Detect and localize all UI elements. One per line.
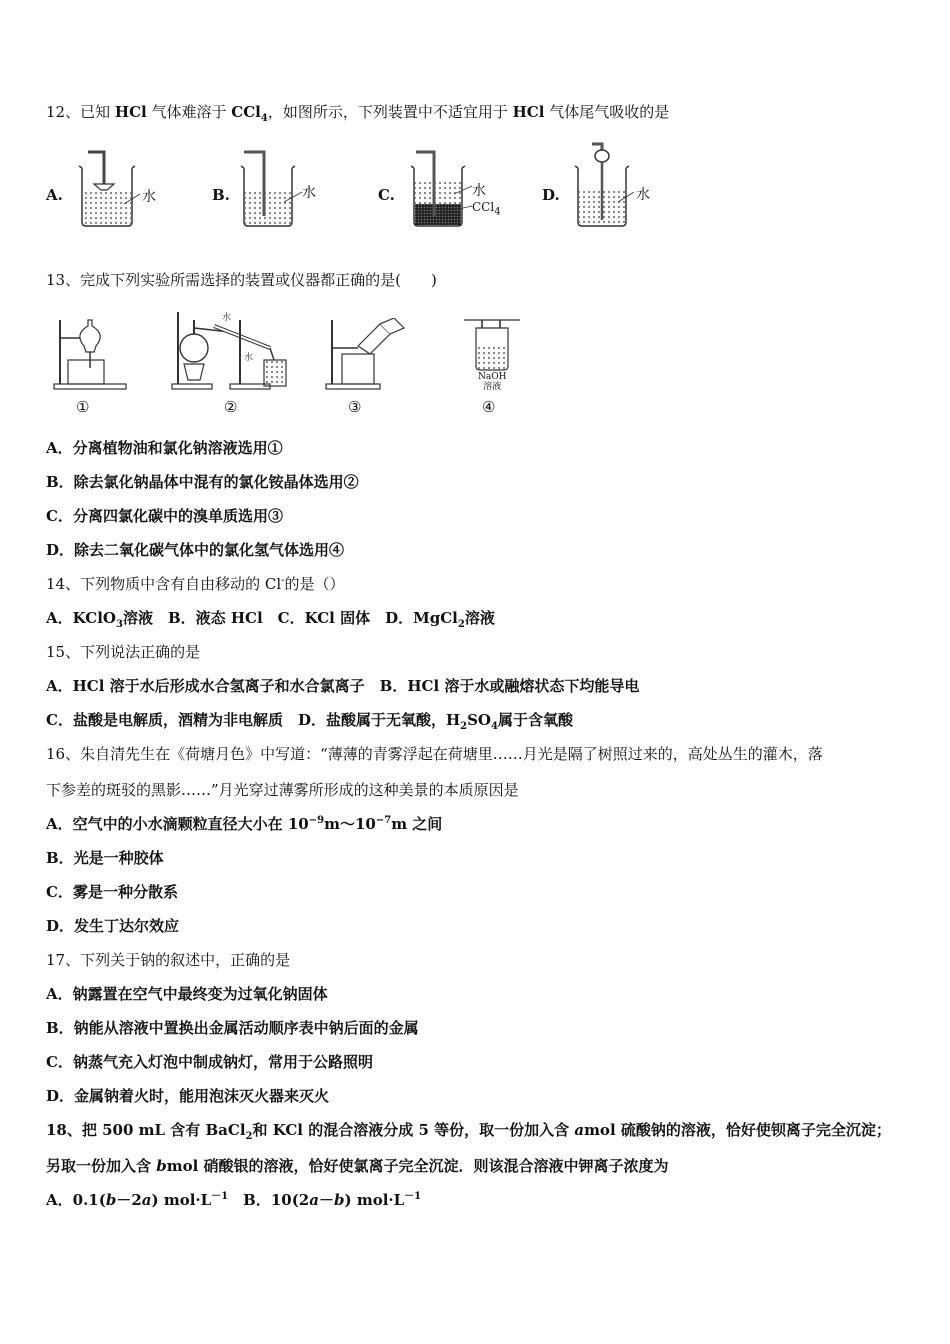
q18-stem-line2: 另取一份加入含 bmol 硝酸银的溶液，恰好使氯离子完全沉淀．则该混合溶液中钾离子浓度为 — [46, 1157, 669, 1175]
q16-option-d: D．发生丁达尔效应 — [46, 917, 180, 935]
naoh-solution-label: NaOH 溶液 — [478, 372, 507, 392]
q14-stem: 14、下列物质中含有自由移动的 Cl-的是（） — [46, 575, 345, 593]
water-label-d: 水 — [636, 187, 650, 203]
water-label-b: 水 — [302, 185, 316, 201]
q16-option-c: C．雾是一种分散系 — [46, 883, 178, 901]
q16-stem-line2: 下参差的斑驳的黑影……”月光穿过薄雾所形成的这种美景的本质原因是 — [46, 781, 519, 799]
q12-fig-label-b: B. — [212, 186, 230, 204]
q12-stem: 12、已知 HCl 气体难溶于 CCl$_4$，如图所示，下列装置中不适宜用于 HCl 气体尾气吸收的是 — [46, 103, 670, 124]
water-label-c: 水 — [472, 183, 486, 199]
apparatus-caption-4: ④ — [482, 398, 496, 416]
ccl4-label: CCl$_4$ — [472, 200, 501, 218]
q12-fig-label-d: D. — [542, 186, 560, 204]
distillation-illustration — [170, 310, 294, 394]
pouring-illustration — [324, 318, 408, 392]
apparatus-caption-3: ③ — [348, 398, 362, 416]
q17-option-a: A．钠露置在空气中最终变为过氧化钠固体 — [46, 985, 328, 1003]
q12-fig-label-c: C. — [378, 186, 395, 204]
q16-stem-line1: 16、朱自清先生在《荷塘月色》中写道：“薄薄的青雾浮起在荷塘里……月光是隔了树照过来的，高处丛生的灌木，落 — [46, 745, 823, 763]
q15-options-ab: A．HCl 溶于水后形成水合氢离子和水合氯离子 B．HCl 溶于水或融熔状态下均能导电 — [46, 677, 640, 695]
q15-options-cd: C．盐酸是电解质，酒精为非电解质 D．盐酸属于无氧酸，$H_2SO_4$属于含氧酸 — [46, 711, 573, 732]
water-in-label: 水 — [222, 313, 232, 323]
beaker-c-pointer-lines — [452, 176, 474, 216]
q18-stem-line1: 18、把 500 mL 含有 BaCl$_2$和 KCl 的混合溶液分成 5 等份，取一份加入含 amol 硫酸钠的溶液，恰好使钡离子完全沉淀； — [46, 1121, 891, 1142]
q17-option-c: C．钠蒸气充入灯泡中制成钠灯，常用于公路照明 — [46, 1053, 373, 1071]
q17-option-b: B．钠能从溶液中置换出金属活动顺序表中钠后面的金属 — [46, 1019, 419, 1037]
q12-fig-label-a: A. — [46, 186, 63, 204]
q13-option-c: C．分离四氯化碳中的溴单质选用③ — [46, 507, 283, 525]
separatory-funnel-illustration — [52, 316, 132, 392]
apparatus-caption-1: ① — [76, 398, 90, 416]
water-label-a: 水 — [142, 189, 156, 205]
q18-options: A．0.1(b－2a) $mol\cdot L^{-1}$ B．10(2a－b) $mol\cdot L^{-1}$ — [46, 1191, 422, 1209]
q13-option-a: A．分离植物油和氯化钠溶液选用① — [46, 439, 283, 457]
q16-option-a: A．空气中的小水滴颗粒直径大小在 $10^{-9}m\sim 10^{-7}m$ 之间 — [46, 815, 443, 833]
q14-options: A．KClO$_3$溶液 B．液态 HCl C．KCl 固体 D．MgCl$_2$溶液 — [46, 609, 495, 630]
q13-option-b: B．除去氯化钠晶体中混有的氯化铵晶体选用② — [46, 473, 359, 491]
q13-stem: 13、完成下列实验所需选择的装置或仪器都正确的是( ) — [46, 271, 437, 289]
q13-option-d: D．除去二氧化碳气体中的氯化氢气体选用④ — [46, 541, 345, 559]
water-out-label: 水 — [244, 353, 254, 363]
q17-option-d: D．金属钠着火时，能用泡沫灭火器来灭火 — [46, 1087, 330, 1105]
q17-stem: 17、下列关于钠的叙述中，正确的是 — [46, 951, 291, 969]
q15-stem: 15、下列说法正确的是 — [46, 643, 201, 661]
apparatus-caption-2: ② — [224, 398, 238, 416]
gas-washing-bottle-illustration — [462, 316, 522, 372]
q16-option-b: B．光是一种胶体 — [46, 849, 164, 867]
